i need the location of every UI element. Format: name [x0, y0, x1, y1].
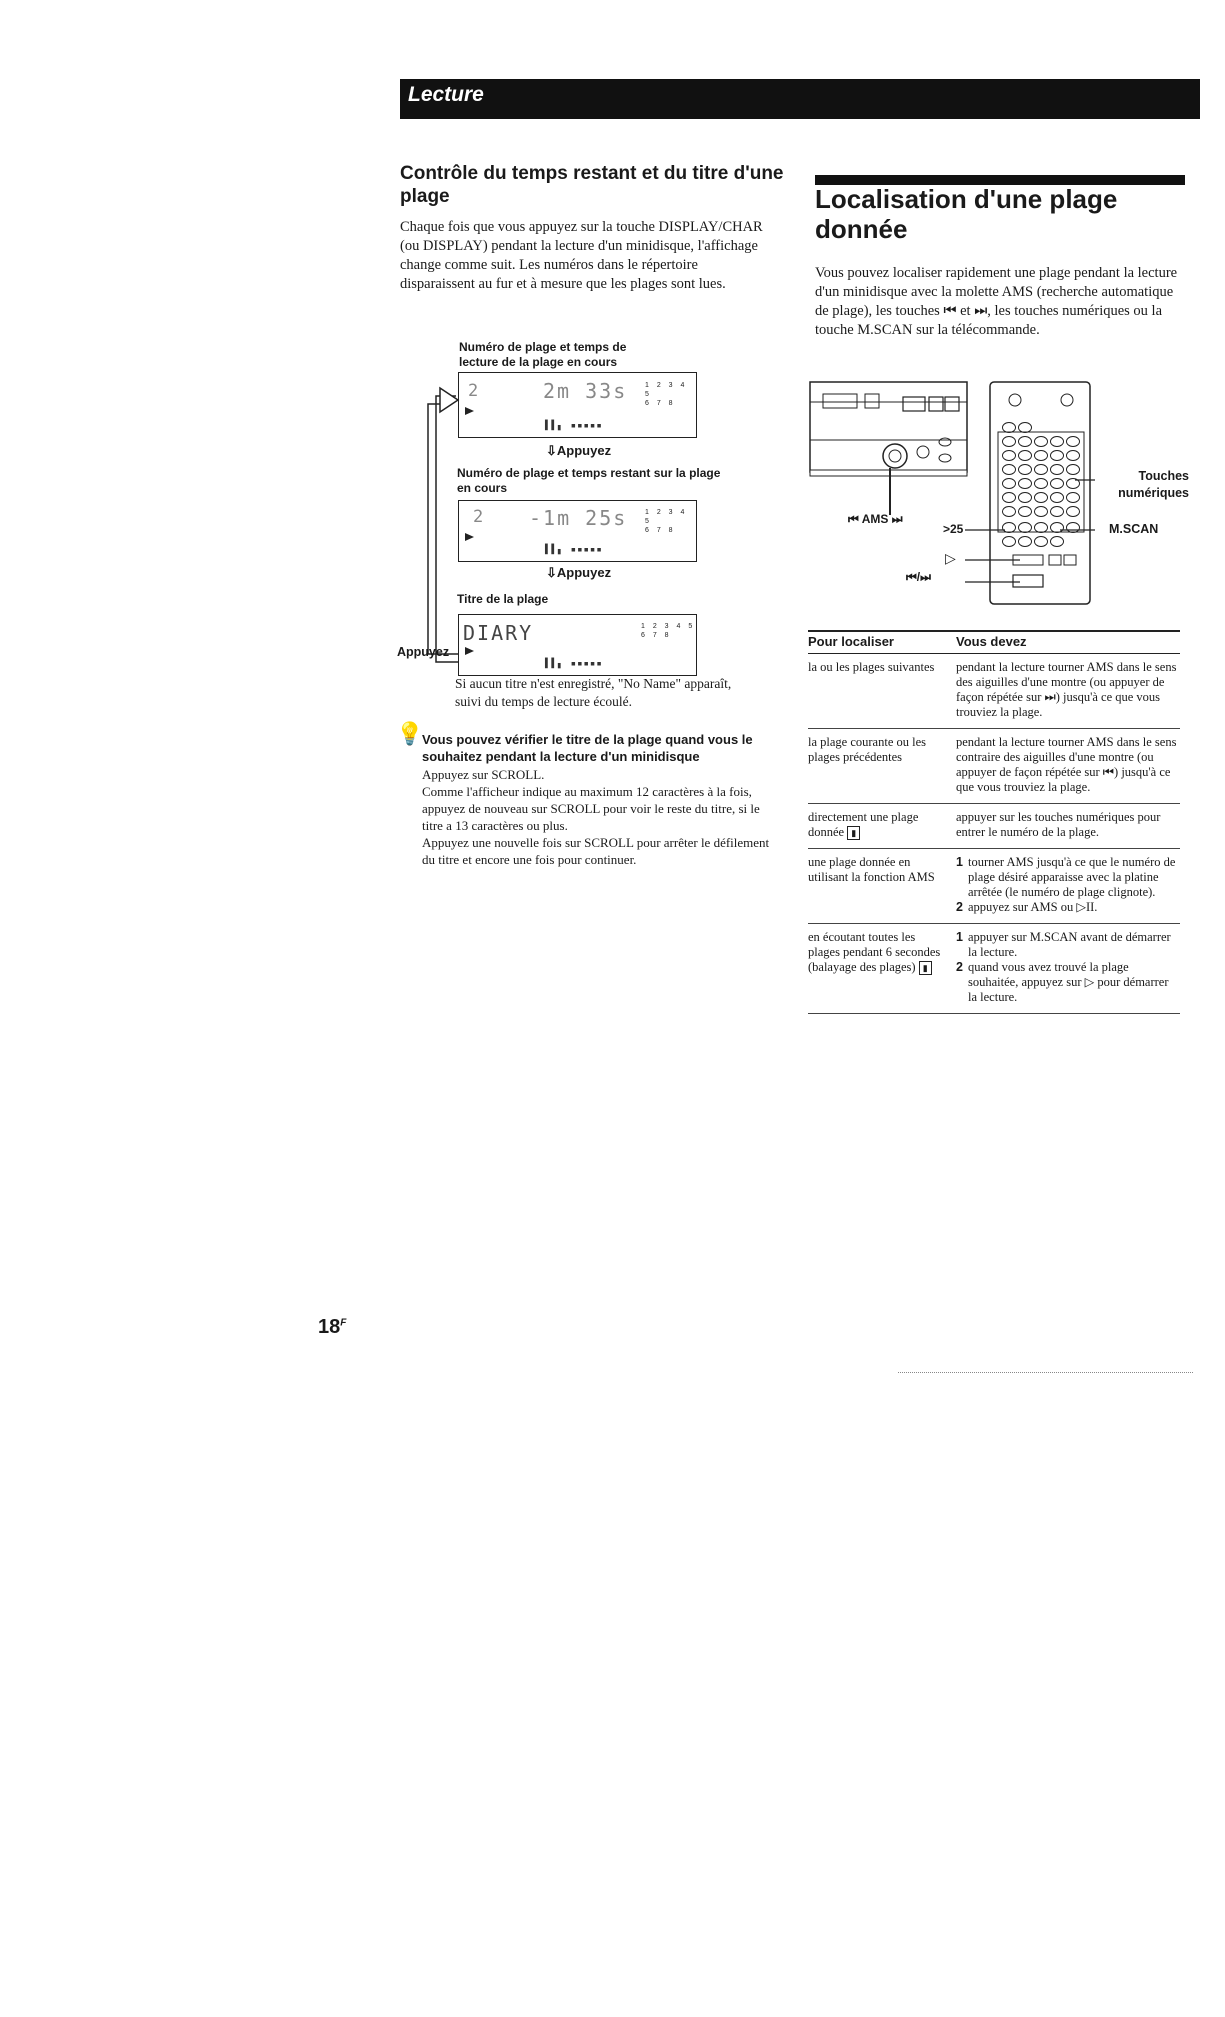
press-side-label: Appuyez: [397, 645, 450, 659]
remote-only-icon: ▮: [847, 826, 860, 840]
col-header-how: Vous devez: [956, 631, 1180, 654]
display1-lcd: 2 2m 33s 1 2 3 4 5 6 7 8 ▌▌▖ ▪▪▪▪▪: [458, 372, 697, 438]
col-header-what: Pour localiser: [808, 631, 956, 654]
press-arrow-2: ⇩Appuyez: [546, 565, 612, 580]
display2-track: 2: [473, 507, 486, 527]
right-heading: Localisation d'une plage donnée: [815, 184, 1118, 244]
scan-artifact-line: [898, 1372, 1193, 1373]
section-banner: [400, 79, 1200, 119]
display1-caption: Numéro de plage et temps de lecture de la plage en cours: [459, 340, 627, 369]
tip-body: Appuyez sur SCROLL. Comme l'afficheur indique au maximum 12 caractères à la fois, appuyez de nouveau sur SCROLL pour voir le reste du titre, si le titre a 13 caractères ou plus. Appuyez une nouvelle fois sur SCROLL pour arrêter le défilement du titre et encore une fois pour continuer.: [422, 767, 770, 867]
label-gt25: >25: [943, 522, 964, 536]
table-row: la ou les plages suivantes pendant la lecture tourner AMS dans le sens des aiguilles d'une montre (ou appuyer de façon répétée sur ⏭) jusqu'à ce que vous trouviez la plage.: [808, 654, 1180, 729]
no-name-note: Si aucun titre n'est enregistré, "No Name" apparaît, suivi du temps de lecture écoulé.: [455, 676, 732, 709]
tip-title: Vous pouvez vérifier le titre de la plage quand vous le souhaitez pendant la lecture d'un minidisque: [422, 732, 753, 764]
locate-table: [808, 630, 1180, 1014]
remote-only-icon: ▮: [919, 961, 932, 975]
loop-bracket: [400, 380, 462, 670]
display2-caption: Numéro de plage et temps restant sur la plage en cours: [457, 466, 721, 495]
display3-lcd: DIARY 1 2 3 4 5 6 7 8 ▌▌▖ ▪▪▪▪▪: [458, 614, 697, 676]
numeric-keys-grid: [1002, 422, 1082, 552]
section-title: Lecture: [408, 83, 484, 106]
right-intro: Vous pouvez localiser rapidement une plage pendant la lecture d'un minidisque avec la molette AMS (recherche automatique de plage), les touches ⏮ et ⏭, les touches numériques ou la touche M.SCAN sur la télécommande.: [815, 265, 1178, 338]
table-row: en écoutant toutes les plages pendant 6 secondes (balayage des plages) ▮ 1 appuyer sur M.SCAN avant de démarrer la lecture. 2 quand vous avez trouvé la plage souhaitée, appuyez sur ▷ pour démarrer la lecture.: [808, 924, 1180, 1014]
display2-lcd: 2 -1m 25s 1 2 3 4 5 6 7 8 ▌▌▖ ▪▪▪▪▪: [458, 500, 697, 562]
tip-lightbulb-icon: 💡: [396, 722, 424, 747]
display3-title: DIARY: [463, 621, 534, 645]
left-heading: Contrôle du temps restant et du titre d'une plage: [400, 163, 784, 207]
press-arrow-1: ⇩Appuyez: [546, 443, 612, 458]
display1-time: 2m 33s: [543, 379, 628, 403]
table-row: directement une plage donnée ▮ appuyer sur les touches numériques pour entrer le numéro de la plage.: [808, 804, 1180, 849]
display3-caption: Titre de la plage: [457, 592, 549, 606]
table-row: une plage donnée en utilisant la fonction AMS 1 tourner AMS jusqu'à ce que le numéro de plage désiré apparaisse avec la platine arrêtée (le numéro de plage clignote). 2 appuyez sur AMS ou ▷II.: [808, 849, 1180, 924]
label-skip: ⏮/⏭: [906, 570, 931, 584]
left-intro: Chaque fois que vous appuyez sur la touche DISPLAY/CHAR (ou DISPLAY) pendant la lecture d'un minidisque, l'affichage change comme suit. Les numéros dans le répertoire disparaissent au fur et à mesure que les plages sont lues.: [400, 219, 763, 292]
display2-time: -1m 25s: [529, 506, 628, 530]
label-mscan: M.SCAN: [1109, 522, 1159, 536]
label-ams: ⏮ AMS ⏭: [848, 512, 903, 526]
table-row: la plage courante ou les plages précédentes pendant la lecture tourner AMS dans le sens contraire des aiguilles d'une montre (ou appuyer de façon répétée sur ⏮) jusqu'à ce que vous trouviez la plage.: [808, 729, 1180, 804]
label-touches: Touches numériques: [1118, 469, 1189, 500]
page-number: $18^F$: [318, 1316, 347, 1338]
display1-track: 2: [468, 381, 481, 401]
label-play: ▷: [945, 550, 956, 566]
